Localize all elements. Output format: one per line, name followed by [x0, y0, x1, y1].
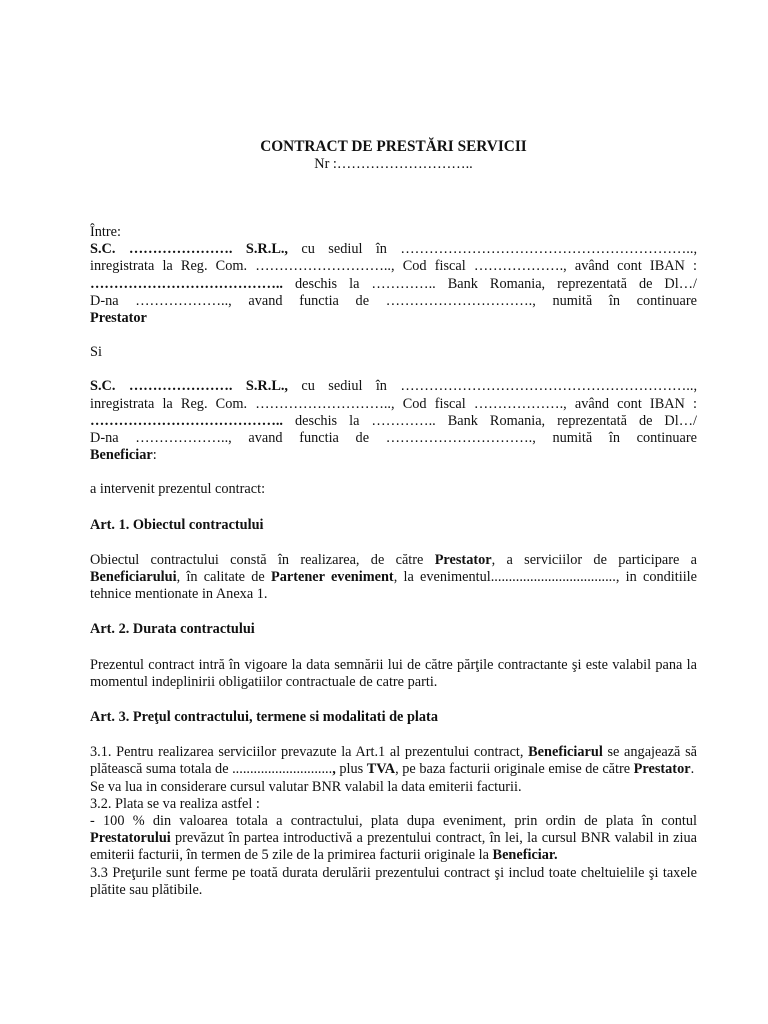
intervenit-text: a intervenit prezentul contract:: [90, 481, 266, 498]
beneficiar-srl: S.R.L.,: [245, 378, 288, 395]
beneficiar-line-4: D-na ……………….., avand functia de …………………………., numită în continuare: [90, 430, 697, 447]
prestator-role-label: Prestator: [90, 310, 147, 327]
prestator-line-4: D-na ……………….., avand functia de …………………………., numită în continuare: [90, 292, 697, 309]
beneficiar-line-3: [90, 413, 697, 430]
beneficiar-iban: …………………………………..: [90, 412, 284, 429]
art3-plata-beneficiar: Beneficiar.: [492, 847, 558, 864]
contract-body: [90, 138, 697, 899]
art1-heading: Art. 1. Obiectul contractului: [90, 516, 264, 533]
art3-1-t5: .: [690, 761, 695, 778]
art1-text: [90, 552, 697, 604]
art3-plata-text: [90, 813, 697, 865]
prestator-sc: S.C. ………………….: [90, 241, 233, 258]
intre-label: Între:: [90, 224, 121, 240]
si-label: Si: [90, 344, 102, 361]
art2-text: Prezentul contract intră în vigoare la data semnării lui de către părţile contractante şi este valabil pana la momentul indeplinirii obligatiilor contractuale de catre parti.: [90, 656, 697, 690]
beneficiar-role-suffix: :: [152, 447, 157, 464]
art3-1-t4: , pe baza facturii originale emise de către: [395, 761, 634, 778]
beneficiar-sc: S.C. ………………….: [90, 378, 233, 395]
beneficiar-role: [90, 447, 697, 464]
art1-beneficiarului: Beneficiarului: [90, 569, 177, 586]
art3-plata-t1: - 100 % din valoarea totala a contractului, plata dupa eveniment, prin ordin de plata în contul: [90, 813, 697, 830]
art3-1-t1: 3.1. Pentru realizarea serviciilor prevazute la Art.1 al prezentului contract,: [90, 744, 529, 761]
prestator-role: [90, 310, 697, 327]
art3-1-tva: TVA: [366, 761, 396, 778]
beneficiar-line-2: inregistrata la Reg. Com. ……………………….., Cod fiscal ………………., având cont IBAN :: [90, 395, 697, 412]
art3-1-text: [90, 744, 697, 778]
prestator-line-2: inregistrata la Reg. Com. ……………………….., Cod fiscal ………………., având cont IBAN :: [90, 258, 697, 275]
art3-1-prestator: Prestator: [633, 761, 691, 778]
art1-t3: , în calitate de: [176, 569, 271, 586]
beneficiar-role-label: Beneficiar: [90, 447, 153, 464]
art1-prestator: Prestator: [434, 551, 492, 568]
prestator-srl: S.R.L.,: [245, 241, 288, 258]
art1-partener: Partener eveniment: [271, 569, 394, 586]
art3-1-t2: se angajează să plătească suma totala de ............................: [90, 744, 697, 778]
party-prestator: [90, 241, 697, 327]
beneficiar-line-1: [90, 378, 697, 395]
prestator-sediu: cu sediul în ……………………………………………………..,: [301, 241, 698, 258]
prestator-iban: …………………………………..: [90, 275, 284, 292]
prestator-line-3: [90, 276, 697, 293]
party-beneficiar: [90, 378, 697, 464]
art3-plata-prestatorului: Prestatorului: [90, 830, 171, 847]
art3-plata-t2: prevăzut în partea introductivă a prezentului contract, în lei, la cursul BNR valabil in ziua emiterii facturii, în termen de 5 zile de la primirea facturii originale la: [90, 830, 697, 864]
art3-1-t3: plus: [335, 761, 367, 778]
art3-heading: Art. 3. Preţul contractului, termene si modalitati de plata: [90, 709, 438, 726]
prestator-line-1: [90, 241, 697, 258]
art1-t1: Obiectul contractului constă în realizarea, de către: [90, 551, 435, 568]
art3-1-comma: ,: [332, 761, 336, 778]
art3-curs-text: Se va lua in considerare cursul valutar BNR valabil la data emiterii facturii.: [90, 778, 522, 795]
art2-heading: Art. 2. Durata contractului: [90, 621, 255, 638]
art3-1-beneficiarul: Beneficiarul: [528, 744, 603, 761]
art3-3-text: 3.3 Preţurile sunt ferme pe toată durata derulării prezentului contract şi includ toate cheltuielile şi taxele plătite sau plătibile.: [90, 864, 697, 898]
art3-2-text: 3.2. Plata se va realiza astfel :: [90, 795, 260, 812]
prestator-bank: deschis la ………….. Bank Romania, reprezentată de Dl…/: [295, 275, 697, 292]
art1-t2: , a serviciilor de participare a: [491, 551, 697, 568]
document-title: CONTRACT DE PRESTĂRI SERVICII: [260, 138, 527, 155]
art1-t4: , la evenimentul..................................., in conditiile tehnice mentionate in Anexa 1.: [90, 569, 697, 603]
beneficiar-bank: deschis la ………….. Bank Romania, reprezentată de Dl…/: [295, 412, 697, 429]
contract-number-line: Nr :………………………..: [314, 156, 473, 172]
beneficiar-sediu: cu sediul în ……………………………………………………..,: [301, 378, 698, 395]
